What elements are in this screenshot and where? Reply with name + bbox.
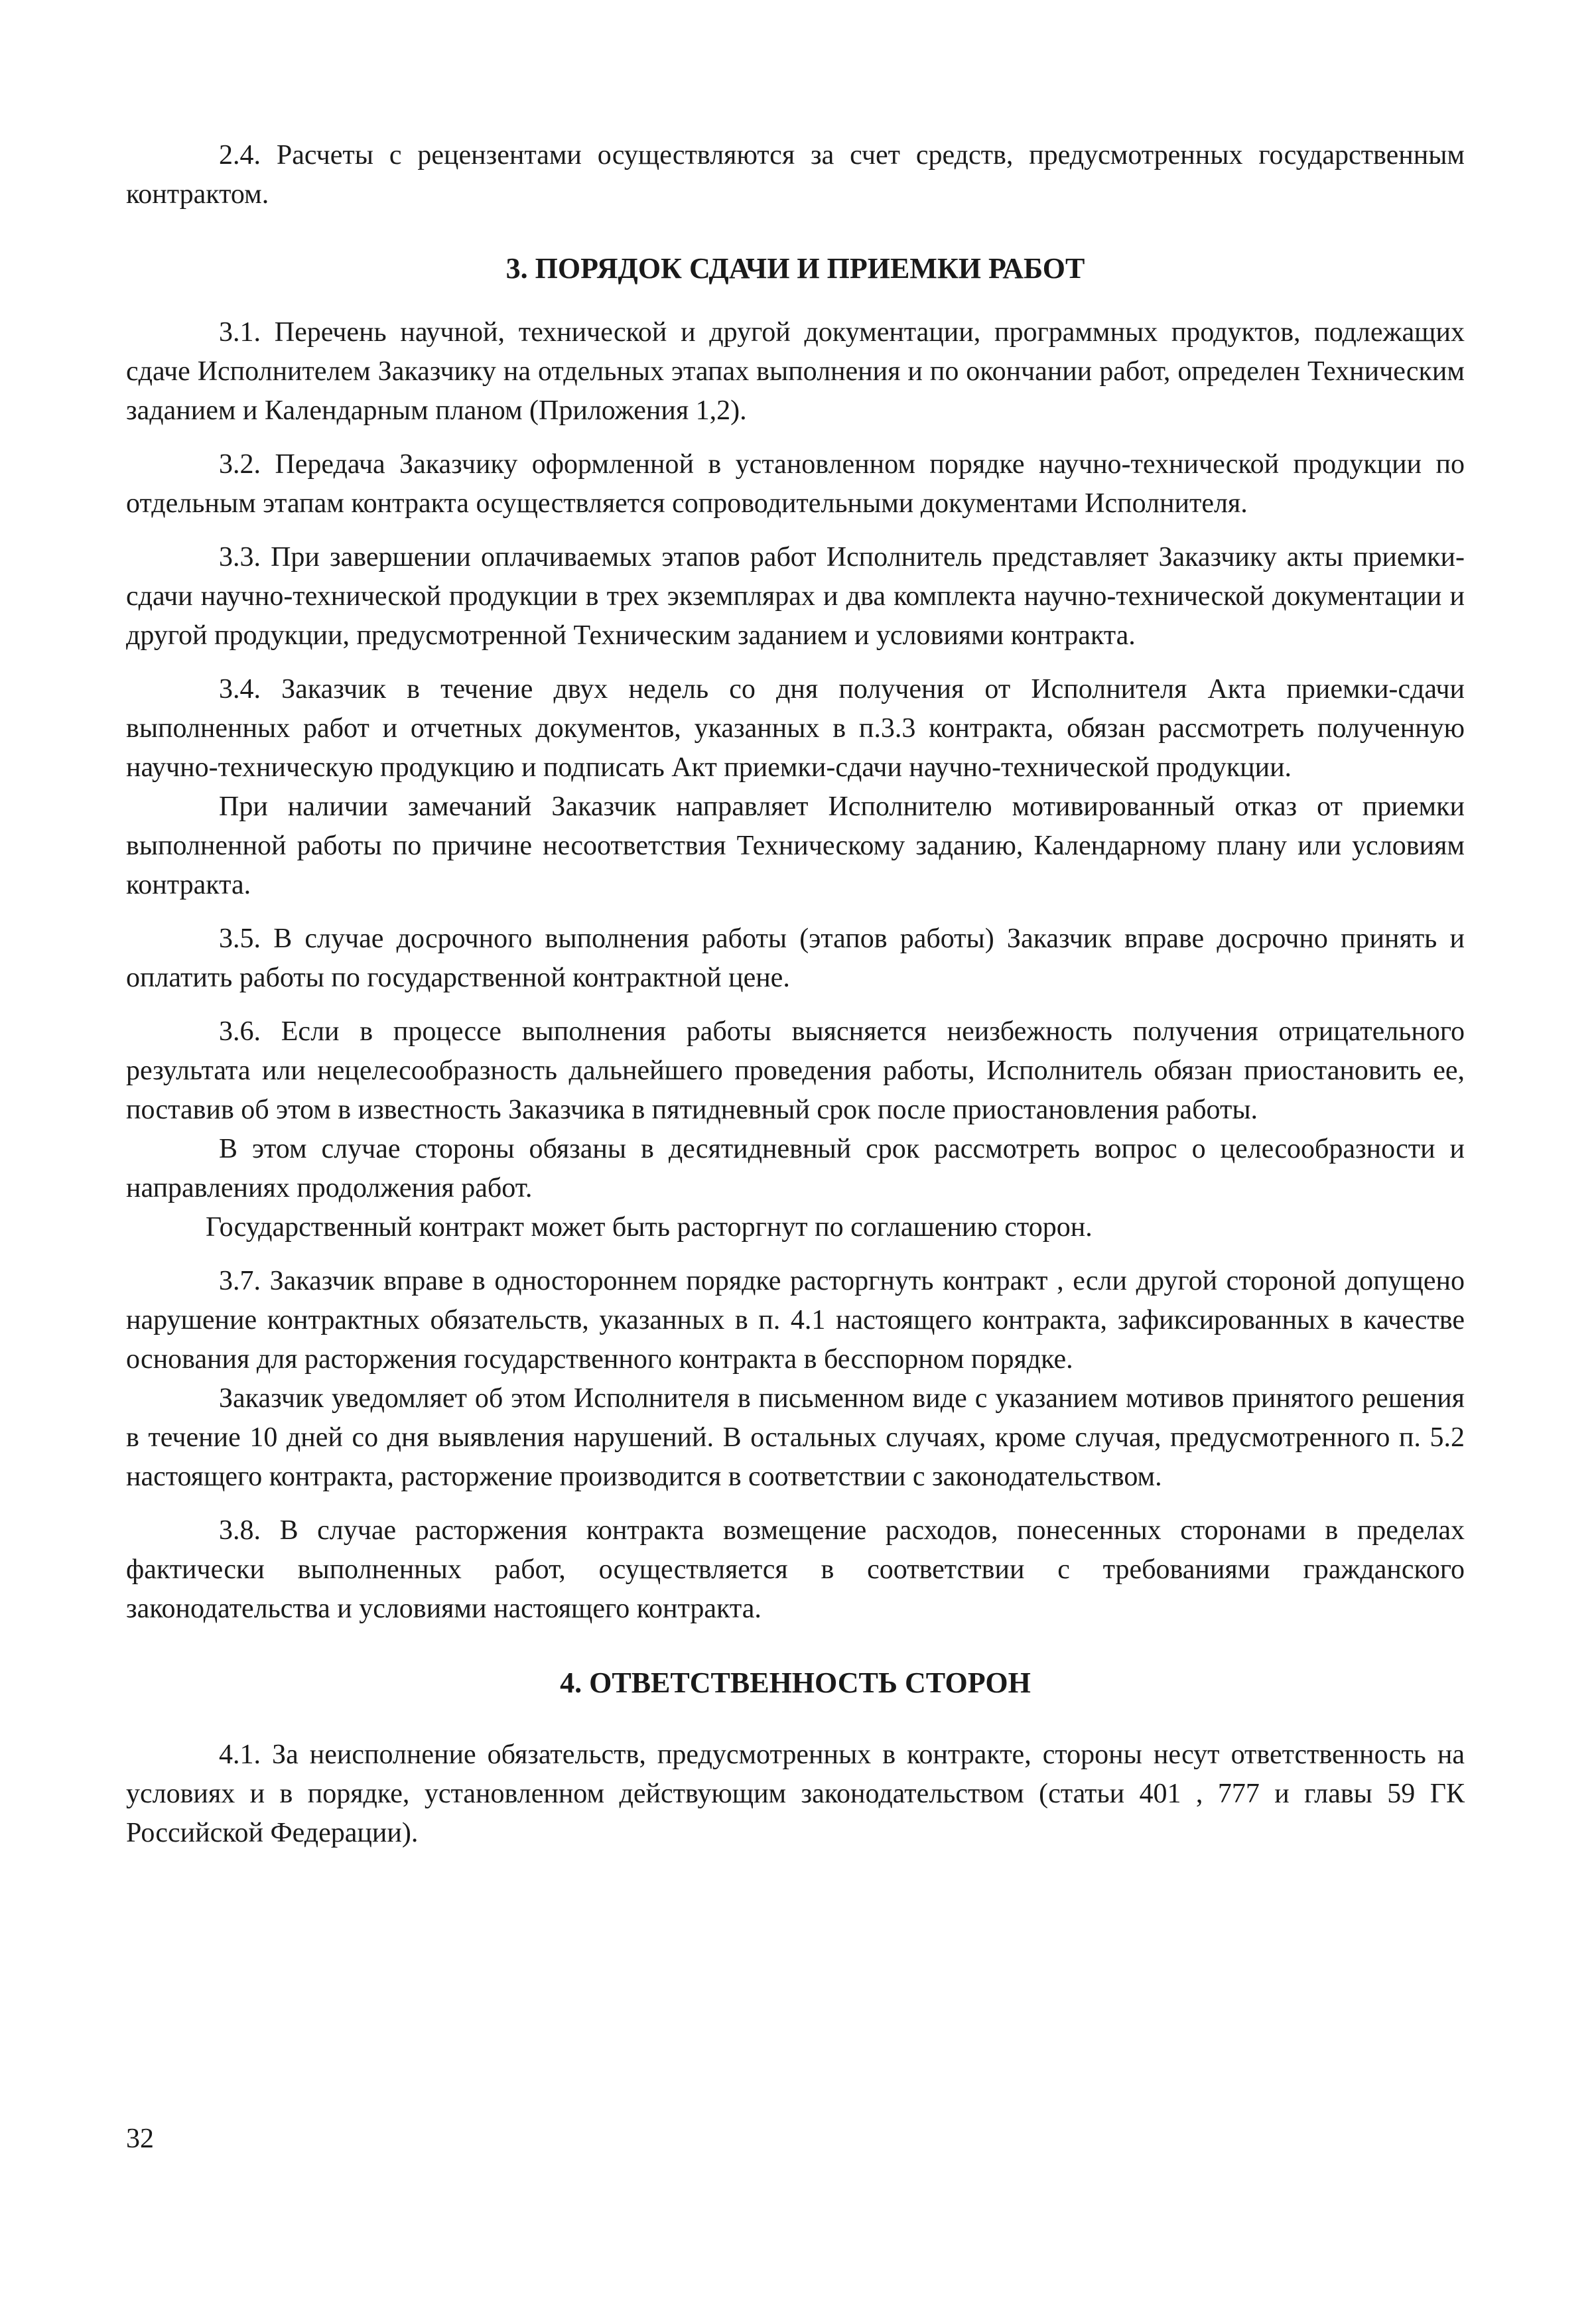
paragraph-3-8: 3.8. В случае расторжения контракта возмещение расходов, понесенных сторонами в пределах фактически выполненных работ, осуществляется в соответствии с требованиями гражданского законодательства и условиями настоящего контракта. bbox=[126, 1515, 1465, 1624]
paragraph-3-6-case: В этом случае стороны обязаны в десятидневный срок рассмотреть вопрос о целесообразности и направлениях продолжения работ. bbox=[126, 1134, 1465, 1203]
paragraph-4-1: 4.1. За неисполнение обязательств, предусмотренных в контракте, стороны несут ответственность на условиях и в порядке, установленном действующим законодательством (статьи 401 , 777 и главы 59 ГК Российской Федерации). bbox=[126, 1739, 1465, 1848]
document-page bbox=[126, 136, 1465, 1853]
paragraph-3-2: 3.2. Передача Заказчику оформленной в установленном порядке научно-технической продукции по отдельным этапам контракта осуществляется сопроводительными документами Исполнителя. bbox=[126, 449, 1465, 519]
section-heading-4: 4. ОТВЕТСТВЕННОСТЬ СТОРОН bbox=[560, 1666, 1031, 1699]
page-number: 32 bbox=[126, 2124, 154, 2154]
paragraph-3-5: 3.5. В случае досрочного выполнения работы (этапов работы) Заказчик вправе досрочно принять и оплатить работы по государственной контрактной цене. bbox=[126, 923, 1465, 993]
paragraph-3-4-remarks: При наличии замечаний Заказчик направляет Исполнителю мотивированный отказ от приемки выполненной работы по причине несоответствия Техническому заданию, Календарному плану или условиям контракта. bbox=[126, 791, 1465, 900]
section-heading-3: 3. ПОРЯДОК СДАЧИ И ПРИЕМКИ РАБОТ bbox=[505, 252, 1085, 285]
paragraph-3-3: 3.3. При завершении оплачиваемых этапов работ Исполнитель представляет Заказчику акты приемки-сдачи научно-технической продукции в трех экземплярах и два комплекта научно-технической документации и другой продукции, предусмотренной Техническим заданием и условиями контракта. bbox=[126, 542, 1465, 651]
paragraph-2-4: 2.4. Расчеты с рецензентами осуществляются за счет средств, предусмотренных государственным контрактом. bbox=[126, 140, 1465, 210]
paragraph-3-4: 3.4. Заказчик в течение двух недель со дня получения от Исполнителя Акта приемки-сдачи выполненных работ и отчетных документов, указанных в п.3.3 контракта, обязан рассмотреть полученную научно-техническую продукцию и подписать Акт приемки-сдачи научно-технической продукции. bbox=[126, 674, 1465, 783]
paragraph-3-6-termination: Государственный контракт может быть расторгнут по соглашению сторон. bbox=[206, 1212, 1093, 1243]
paragraph-3-6: 3.6. Если в процессе выполнения работы выясняется неизбежность получения отрицательного результата или нецелесообразность дальнейшего проведения работы, Исполнитель обязан приостановить ее, поставив об этом в известность Заказчика в пятидневный срок после приостановления работы. bbox=[126, 1016, 1465, 1125]
paragraph-3-7: 3.7. Заказчик вправе в одностороннем порядке расторгнуть контракт , если другой стороной допущено нарушение контрактных обязательств, указанных в п. 4.1 настоящего контракта, зафиксированных в качестве основания для расторжения государственного контракта в бесспорном порядке. bbox=[126, 1266, 1465, 1375]
paragraph-3-1: 3.1. Перечень научной, технической и другой документации, программных продуктов, подлежащих сдаче Исполнителем Заказчику на отдельных этапах выполнения и по окончании работ, определен Техническим заданием и Календарным планом (Приложения 1,2). bbox=[126, 317, 1465, 426]
paragraph-3-7-notice: Заказчик уведомляет об этом Исполнителя в письменном виде с указанием мотивов принятого решения в течение 10 дней со дня выявления нарушений. В остальных случаях, кроме случая, предусмотренного п. 5.2 настоящего контракта, расторжение производится в соответствии с законодательством. bbox=[126, 1383, 1465, 1492]
